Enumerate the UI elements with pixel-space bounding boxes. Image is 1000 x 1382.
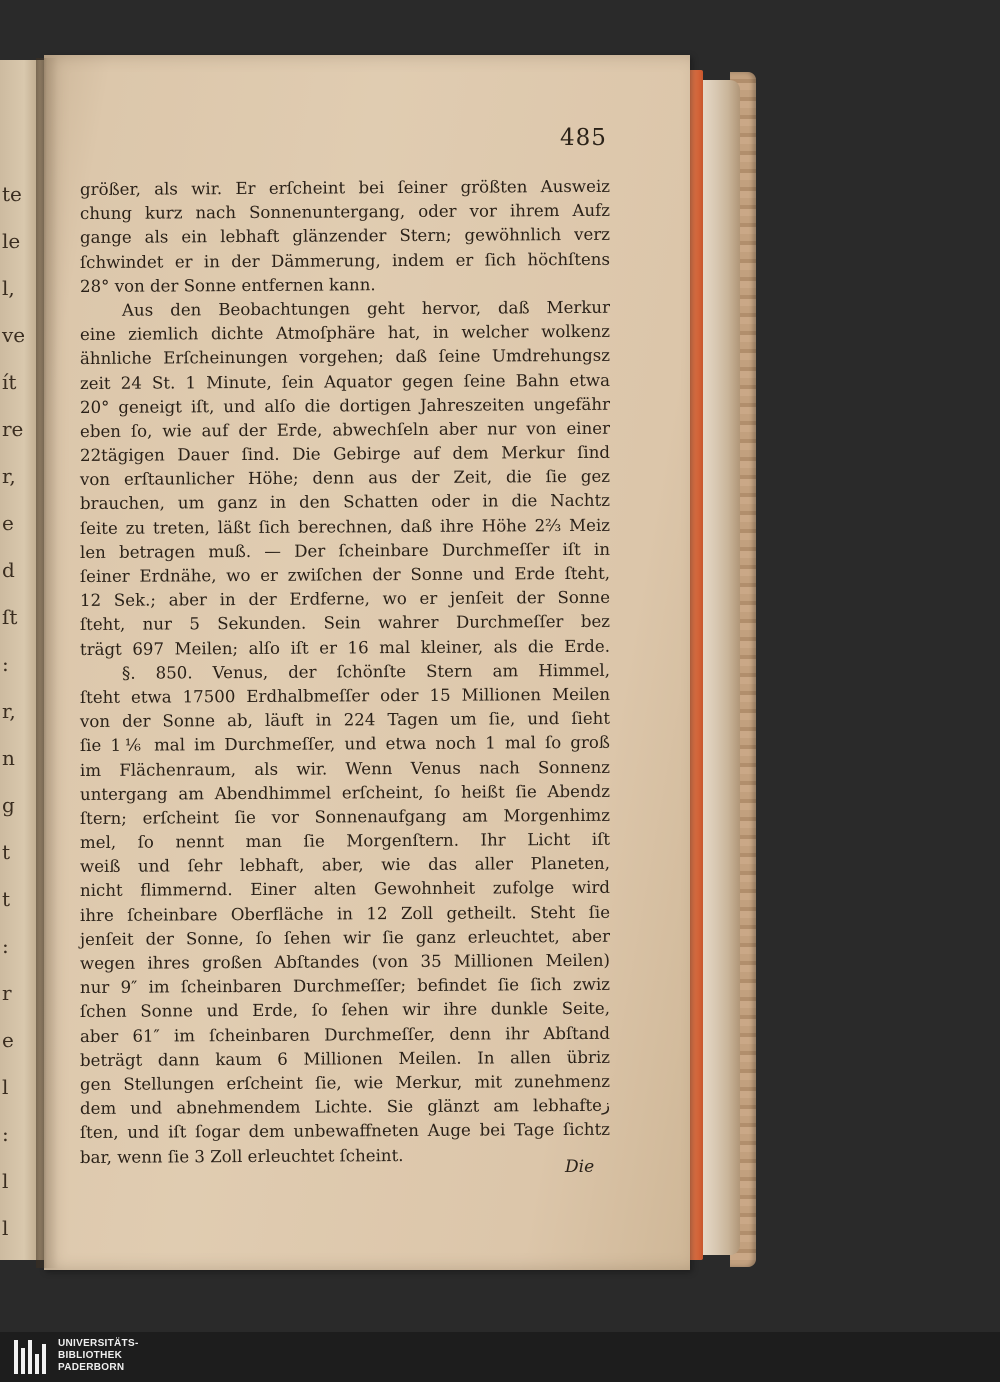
text-line: weiß und ſehr lebhaft, aber, wie das aller Planeten, — [79, 854, 611, 877]
left-page-fragment: r, — [2, 699, 16, 723]
text-line: 22tägigen Dauer ſind. Die Gebirge auf dem Merkur ſind — [79, 442, 611, 466]
text-line: trägt 697 Meilen; alſo iſt er 16 mal kleiner, als die Erde. — [79, 636, 611, 659]
text-line: von erſtaunlicher Höhe; denn aus der Zeit, die ſie gez — [79, 467, 611, 490]
left-page-fragment: ſt — [2, 605, 18, 629]
text-line: ſteht etwa 17500 Erdhalbmeſſer oder 15 Millionen Meilen — [79, 684, 611, 707]
left-page-fragment: g — [2, 793, 15, 817]
left-page-fragment: : — [2, 652, 9, 676]
left-page-fragment: ve — [2, 323, 26, 347]
text-line: beträgt dann kaum 6 Millionen Meilen. In allen übriz — [79, 1047, 611, 1070]
text-line: aber 61″ im ſcheinbaren Durchmeſſer, denn ihr Abſtand — [79, 1023, 611, 1046]
text-line: 20° geneigt iſt, und alſo die dortigen Jahreszeiten ungefähr — [79, 394, 611, 417]
text-line: eine ziemlich dichte Atmoſphäre hat, in welcher wolkenz — [79, 321, 611, 345]
text-line: len betragen muß. — Der ſcheinbare Durchmeſſer iſt in — [79, 539, 611, 562]
text-line: ſtern; erſcheint ſie vor Sonnenaufgang am Morgenhimz — [79, 805, 611, 828]
text-line: ſteht, nur 5 Sekunden. Sein wahrer Durchmeſſer bez — [79, 612, 611, 635]
library-name-line-1: UNIVERSITÄTS- — [58, 1338, 139, 1349]
text-line: nicht flimmernd. Einer alten Gewohnheit zufolge wird — [79, 878, 611, 901]
left-page-fragment: d — [2, 558, 15, 582]
text-line: gange als ein lebhaft glänzender Stern; gewöhnlich verz — [79, 225, 611, 248]
text-line: wegen ihres großen Abſtandes (von 35 Millionen Meilen) — [79, 950, 611, 973]
left-page-fragment: t — [2, 887, 11, 911]
library-footer — [0, 1332, 1000, 1382]
text-line: bar, wenn ſie 3 Zoll erleuchtet ſcheint. — [79, 1145, 404, 1167]
text-line: ſeite zu treten, läßt ſich berechnen, daß ihre Höhe 2⅔ Meiz — [79, 515, 611, 538]
left-page-fragment: t — [2, 840, 11, 864]
text-line: im Flächenraum, als wir. Wenn Venus nach Sonnenz — [79, 757, 611, 780]
text-line: nur 9″ im ſcheinbaren Durchmeſſer; befindet ſie ſich zwiz — [79, 974, 611, 998]
page-body-text — [80, 178, 610, 1170]
catchword: Die — [565, 1157, 595, 1177]
text-line: ſten, und iſt ſogar dem unbewaffneten Auge bei Tage ſichtz — [79, 1120, 611, 1143]
text-line: eben ſo, wie auf der Erde, abwechſeln aber nur von einer — [79, 418, 611, 441]
text-line: jenſeit der Sonne, ſo ſehen wir ſie ganz erleuchtet, aber — [79, 926, 611, 949]
text-line: ähnliche Erſcheinungen vorgehen; daß ſeine Umdrehungsz — [79, 346, 611, 369]
left-page-fragment: l — [2, 1169, 9, 1193]
left-page-fragment: l, — [2, 276, 15, 300]
text-line: größer, als wir. Er erſcheint bei ſeiner größten Ausweiz — [79, 176, 611, 199]
left-page-fragment: : — [2, 934, 9, 958]
text-line: gen Stellungen erſcheint ſie, wie Merkur, mit zunehmenz — [79, 1071, 611, 1094]
text-line: zeit 24 St. 1 Minute, ſein Aquator gegen ſeine Bahn etwa — [79, 370, 611, 393]
text-line: mel, ſo nennt man ſie Morgenſtern. Ihr Licht iſt — [79, 829, 611, 853]
left-page-fragment: e — [2, 511, 14, 535]
text-line: untergang am Abendhimmel erſcheint, ſo heißt ſie Abendz — [79, 781, 611, 804]
page-number: 485 — [560, 125, 607, 151]
library-logo-icon — [14, 1340, 48, 1374]
left-page-fragment: l — [2, 1075, 9, 1099]
text-line: Aus den Beobachtungen geht hervor, daß Merkur — [121, 297, 611, 320]
left-page-fragment: te — [2, 182, 22, 206]
library-name-line-3: PADERBORN — [58, 1362, 125, 1374]
library-name — [58, 1338, 139, 1375]
gutter-shadow — [36, 58, 58, 1268]
text-line: ſie 1⅙ mal im Durchmeſſer, und etwa noch 1 mal ſo groß — [79, 733, 611, 756]
text-line: ſeiner Erdnähe, wo er zwiſchen der Sonne und Erde ſteht, — [79, 563, 611, 586]
library-name-line-2: BIBLIOTHEK — [58, 1350, 123, 1362]
left-page-fragment: ít — [2, 370, 17, 394]
text-line: chung kurz nach Sonnenuntergang, oder vor ihrem Aufz — [79, 200, 611, 224]
text-line: von der Sonne ab, läuft in 224 Tagen um ſie, und ſieht — [79, 708, 611, 732]
left-page-fragment: n — [2, 746, 15, 770]
text-line: 12 Sek.; aber in der Erdferne, wo er jenſeit der Sonne — [79, 587, 611, 611]
left-page-fragment: : — [2, 1122, 9, 1146]
text-line: ſchen Sonne und Erde, ſo ſehen wir ihre dunkle Seite, — [79, 999, 611, 1022]
text-line: ihre ſcheinbare Oberfläche in 12 Zoll getheilt. Steht ſie — [79, 902, 611, 925]
book-page-block — [700, 80, 740, 1255]
text-line: §. 850. Venus, der ſchönſte Stern am Himmel, — [121, 660, 611, 683]
left-page-fragment: r — [2, 981, 12, 1005]
text-line: ſchwindet er in der Dämmerung, indem er ſich höchſtens — [79, 249, 611, 272]
text-line: 28° von der Sonne entfernen kann. — [79, 274, 376, 296]
left-page-fragment: le — [2, 229, 21, 253]
left-page-fragment: e — [2, 1028, 14, 1052]
left-page-fragment: l — [2, 1216, 9, 1240]
left-page-fragment: re — [2, 417, 24, 441]
text-line: brauchen, um ganz in den Schatten oder in die Nachtz — [79, 491, 611, 514]
left-page-fragment: r, — [2, 464, 16, 488]
text-line: dem und abnehmendem Lichte. Sie glänzt am lebhafteز — [79, 1095, 611, 1119]
